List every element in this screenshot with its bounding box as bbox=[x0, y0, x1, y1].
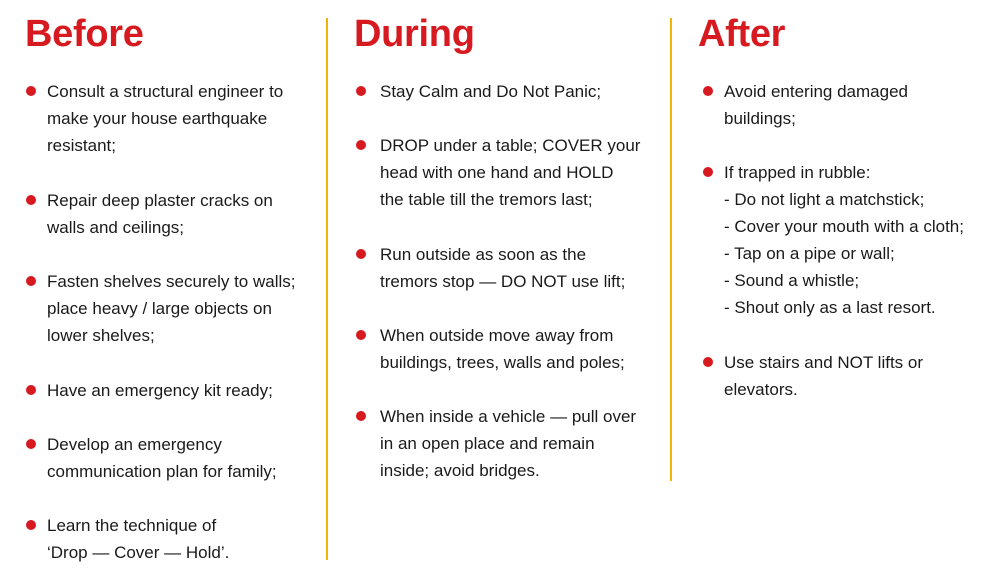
after-item-text: - Cover your mouth with a cloth; bbox=[724, 217, 964, 236]
before-item-text: Consult a structural engineer to bbox=[47, 82, 284, 101]
during-item-text: buildings, trees, walls and poles; bbox=[380, 353, 625, 372]
after-heading: After bbox=[698, 13, 786, 55]
during-item-text: Run outside as soon as the bbox=[380, 245, 587, 264]
before-item-text: place heavy / large objects on bbox=[47, 299, 272, 318]
after-item-text: Avoid entering damaged bbox=[724, 82, 908, 101]
bullet-icon bbox=[356, 330, 366, 340]
before-item-text: ‘Drop — Cover — Hold’. bbox=[47, 543, 230, 562]
during-item-text: the table till the tremors last; bbox=[380, 190, 593, 209]
before-item-text: Fasten shelves securely to walls; bbox=[47, 272, 296, 291]
after-item-text: - Tap on a pipe or wall; bbox=[724, 244, 895, 263]
before-item-text: Have an emergency kit ready; bbox=[47, 381, 273, 400]
during-item-text: head with one hand and HOLD bbox=[380, 163, 614, 182]
before-item-text: make your house earthquake bbox=[47, 109, 268, 128]
during-item-text: in an open place and remain bbox=[380, 434, 595, 453]
before-item-text: resistant; bbox=[47, 136, 116, 155]
before-item-text: walls and ceilings; bbox=[47, 218, 185, 237]
during-item-text: tremors stop — DO NOT use lift; bbox=[380, 272, 626, 291]
bullet-icon bbox=[26, 520, 36, 530]
bullet-icon bbox=[26, 439, 36, 449]
bullet-icon bbox=[356, 411, 366, 421]
column-divider bbox=[670, 18, 672, 481]
bullet-icon bbox=[356, 86, 366, 96]
bullet-icon bbox=[26, 276, 36, 286]
bullet-icon bbox=[703, 167, 713, 177]
before-item-text: Learn the technique of bbox=[47, 516, 217, 535]
bullet-icon bbox=[356, 249, 366, 259]
before-heading: Before bbox=[25, 13, 144, 55]
before-item-text: communication plan for family; bbox=[47, 462, 277, 481]
bullet-icon bbox=[26, 385, 36, 395]
after-item-text: - Shout only as a last resort. bbox=[724, 298, 936, 317]
bullet-icon bbox=[26, 86, 36, 96]
after-item-text: - Do not light a matchstick; bbox=[724, 190, 925, 209]
during-item-text: DROP under a table; COVER your bbox=[380, 136, 641, 155]
during-item-text: When inside a vehicle — pull over bbox=[380, 407, 637, 426]
during-item-text: inside; avoid bridges. bbox=[380, 461, 540, 480]
after-item-text: Use stairs and NOT lifts or bbox=[724, 353, 924, 372]
during-item-text: Stay Calm and Do Not Panic; bbox=[380, 82, 602, 101]
bullet-icon bbox=[26, 195, 36, 205]
bullet-icon bbox=[703, 86, 713, 96]
before-item-text: lower shelves; bbox=[47, 326, 155, 345]
after-item-text: elevators. bbox=[724, 380, 798, 399]
before-item-text: Develop an emergency bbox=[47, 435, 222, 454]
after-item-text: If trapped in rubble: bbox=[724, 163, 871, 182]
during-heading: During bbox=[354, 13, 475, 55]
after-item-text: - Sound a whistle; bbox=[724, 271, 860, 290]
before-item-text: Repair deep plaster cracks on bbox=[47, 191, 273, 210]
bullet-icon bbox=[703, 357, 713, 367]
during-item-text: When outside move away from bbox=[380, 326, 614, 345]
after-item-text: buildings; bbox=[724, 109, 796, 128]
bullet-icon bbox=[356, 140, 366, 150]
column-divider bbox=[326, 18, 328, 560]
